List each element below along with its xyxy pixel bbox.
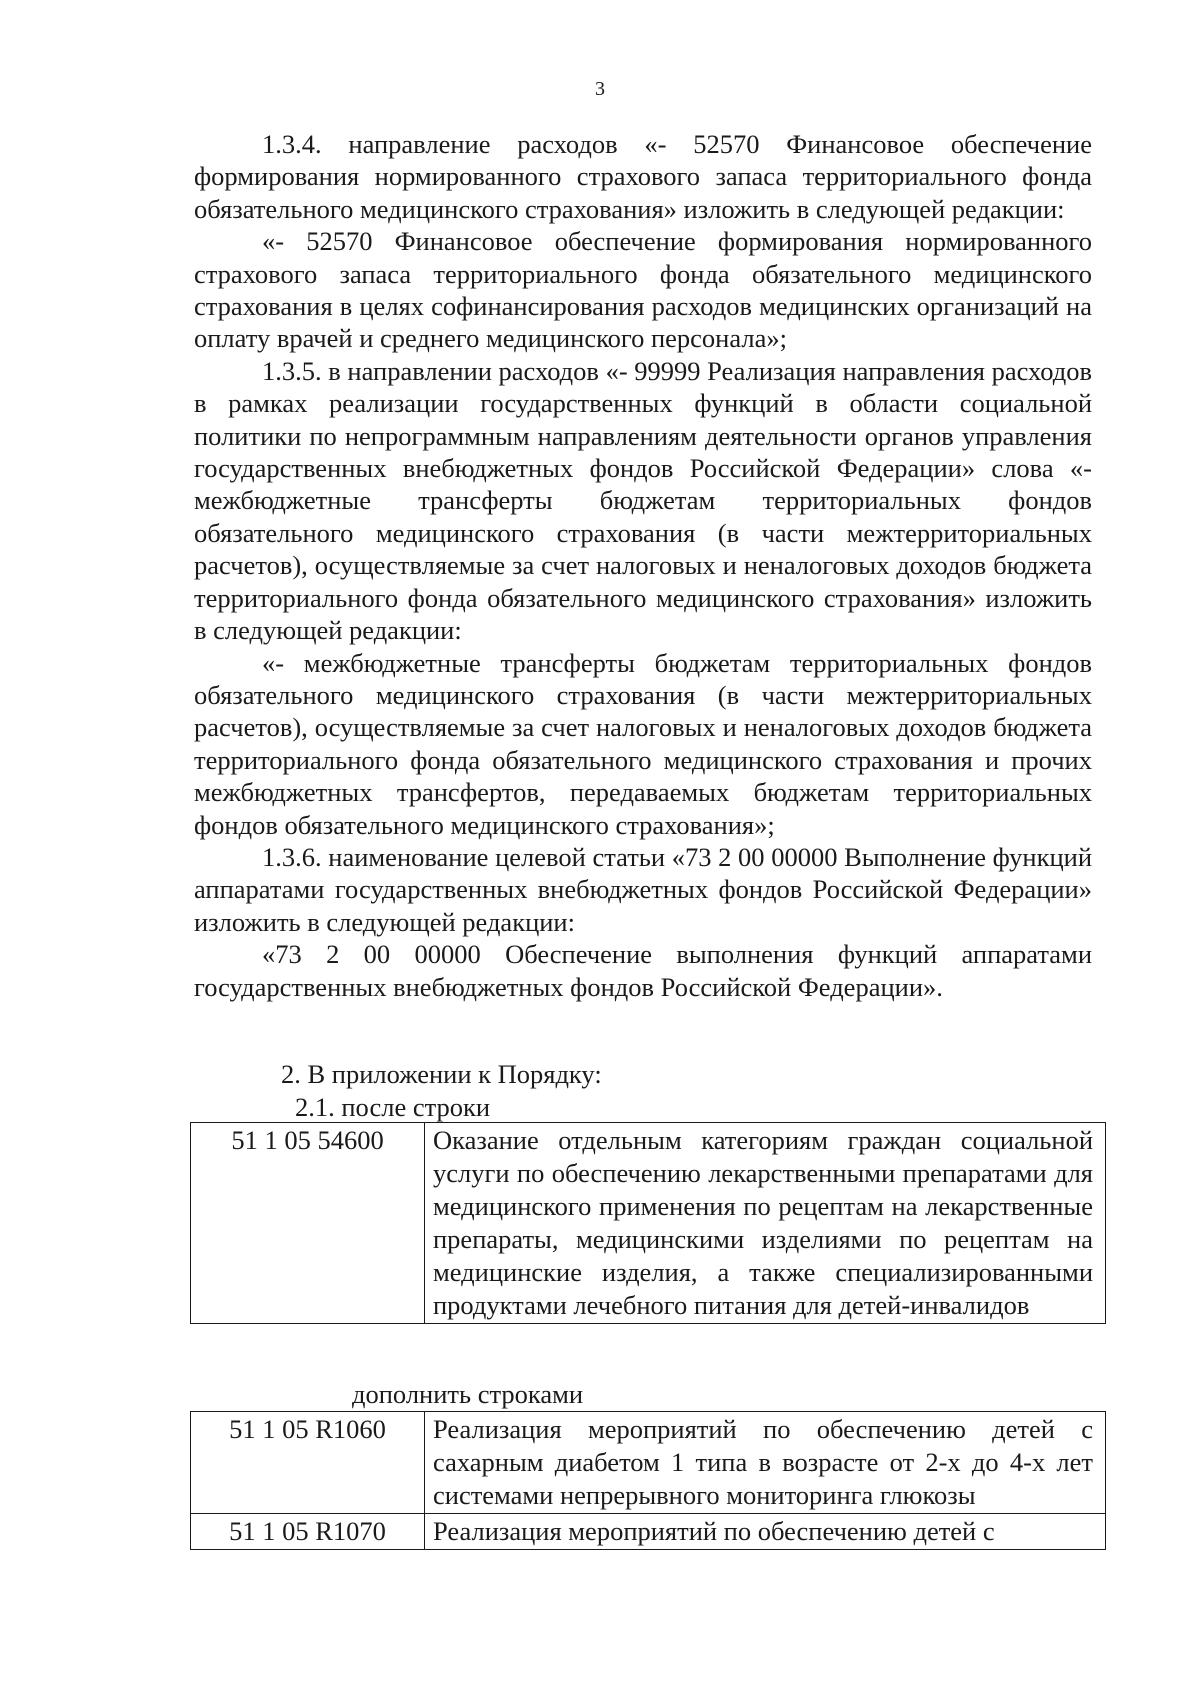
table-row: [191, 1412, 1106, 1514]
target-description-cell: Реализация мероприятий по обеспечению детей с: [425, 1514, 1106, 1550]
paragraph-1-3-4-quote: «- 52570 Финансовое обеспечение формирования нормированного страхового запаса территориального фонда обязательного медицинского страхования в целях софинансирования расходов медицинских организаций на оплату врачей и среднего медицинского персонала»;: [194, 226, 1092, 354]
existing-row-table: [190, 1122, 1106, 1324]
paragraph-2: 2. В приложении к Порядку:: [281, 1059, 602, 1089]
main-text: [194, 128, 1092, 1003]
paragraph-1-3-6: 1.3.6. наименование целевой статьи «73 2 00 00000 Выполнение функций аппаратами государственных внебюджетных фондов Российской Федерации» изложить в следующей редакции:: [194, 841, 1092, 937]
target-description-cell: Реализация мероприятий по обеспечению детей с сахарным диабетом 1 типа в возрасте от 2-х до 4-х лет системами непрерывного мониторинга глюкозы: [425, 1412, 1106, 1514]
paragraph-1-3-5-quote: «- межбюджетные трансферты бюджетам территориальных фондов обязательного медицинского страхования (в части межтерриториальных расчетов), осуществляемые за счет налоговых и неналоговых доходов бюджета территориального фонда обязательного медицинского страхования и прочих межбюджетных трансфертов, передаваемых бюджетам территориальных фондов обязательного медицинского страхования»;: [194, 647, 1092, 840]
table-row: [191, 1123, 1106, 1324]
paragraph-1-3-6-quote: «73 2 00 00000 Обеспечение выполнения функций аппаратами государственных внебюджетных фондов Российской Федерации».: [194, 939, 1092, 1002]
new-rows-table: [190, 1411, 1106, 1550]
paragraph-1-3-5: 1.3.5. в направлении расходов «- 99999 Реализация направления расходов в рамках реализации государственных функций в области социальной политики по непрограммным направлениям деятельности органов управления государственных внебюджетных фондов Российской Федерации» слова «- межбюджетные трансферты бюджетам территориальных фондов обязательного медицинского страхования (в части межтерриториальных расчетов), осуществляемые за счет налоговых и неналоговых доходов бюджета территориального фонда обязательного медицинского страхования» изложить в следующей редакции:: [194, 355, 1092, 646]
target-description-cell: Оказание отдельным категориям граждан социальной услуги по обеспечению лекарственными препаратами для медицинского применения по рецептам на лекарственные препараты, медицинскими изделиями по рецептам на медицинские изделия, а также специализированными продуктами лечебного питания для детей-инвалидов: [425, 1123, 1106, 1324]
page-number: 3: [595, 78, 605, 100]
supplement-label: дополнить строками: [352, 1379, 584, 1409]
table-row: [191, 1514, 1106, 1550]
target-code-cell: 51 1 05 R1060: [191, 1412, 425, 1514]
target-code-cell: 51 1 05 54600: [191, 1123, 425, 1324]
paragraph-1-3-4: 1.3.4. направление расходов «- 52570 Финансовое обеспечение формирования нормированного страхового запаса территориального фонда обязательного медицинского страхования» изложить в следующей редакции:: [194, 129, 1092, 224]
paragraph-2-1: 2.1. после строки: [295, 1092, 491, 1122]
target-code-cell: 51 1 05 R1070: [191, 1514, 425, 1550]
